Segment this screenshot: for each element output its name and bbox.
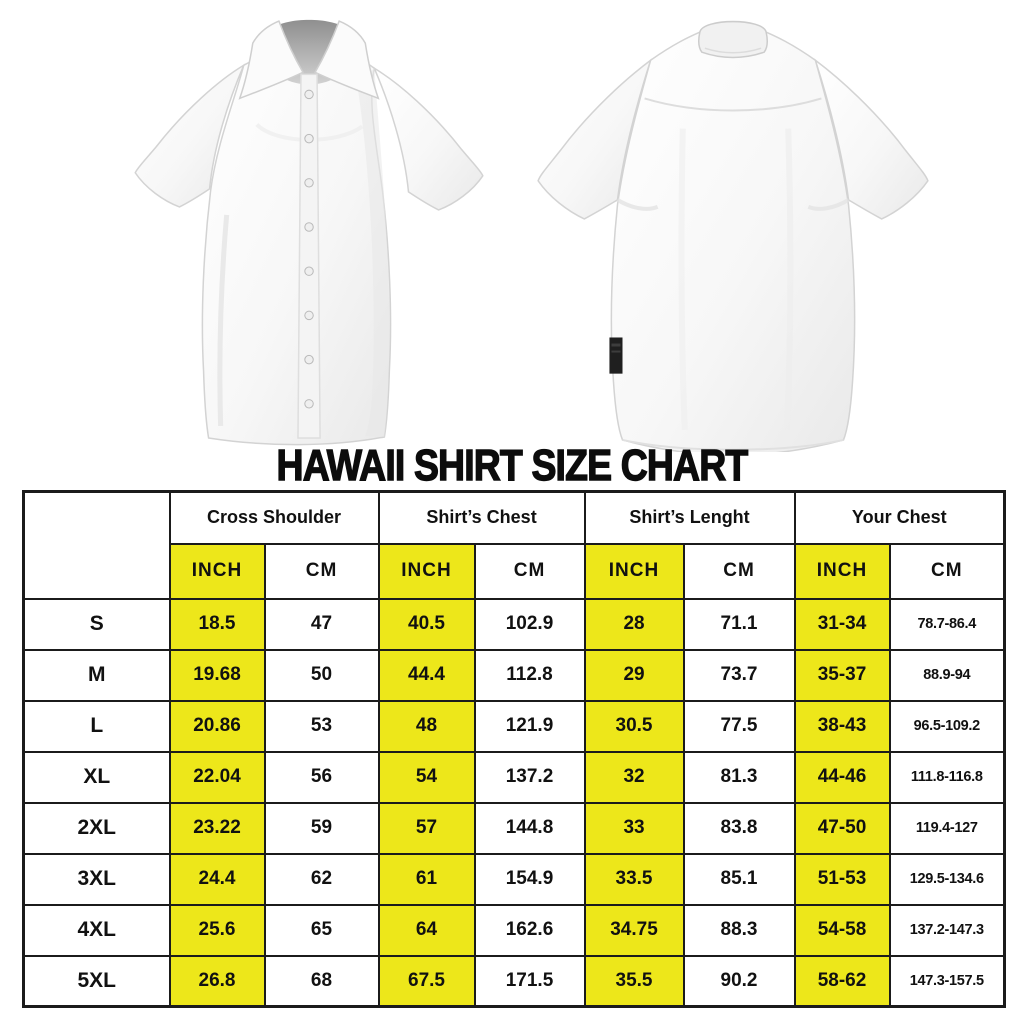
inch-value-cell: 33.5: [585, 854, 684, 905]
corner-cell: [24, 492, 170, 599]
shirt-back-image: [532, 8, 934, 452]
inch-value-cell: 25.6: [170, 905, 265, 956]
inch-value-cell: 35.5: [585, 956, 684, 1007]
cm-value-cell: 62: [265, 854, 379, 905]
size-label: 5XL: [24, 956, 170, 1007]
table-row: [24, 701, 1005, 752]
inch-value-cell: 57: [379, 803, 475, 854]
cm-header: CM: [890, 544, 1005, 599]
cm-value-cell: 162.6: [475, 905, 585, 956]
inch-value-cell: 44.4: [379, 650, 475, 701]
table-row: [24, 803, 1005, 854]
cm-value-cell: 147.3-157.5: [890, 956, 1005, 1007]
inch-value-cell: 30.5: [585, 701, 684, 752]
cm-value-cell: 83.8: [684, 803, 795, 854]
cm-header: CM: [684, 544, 795, 599]
cm-value-cell: 171.5: [475, 956, 585, 1007]
cm-value-cell: 111.8-116.8: [890, 752, 1005, 803]
cm-value-cell: 119.4-127: [890, 803, 1005, 854]
inch-header: INCH: [170, 544, 265, 599]
size-label: 4XL: [24, 905, 170, 956]
size-label: M: [24, 650, 170, 701]
inch-value-cell: 18.5: [170, 599, 265, 650]
cm-value-cell: 65: [265, 905, 379, 956]
inch-value-cell: 38-43: [795, 701, 890, 752]
cm-value-cell: 71.1: [684, 599, 795, 650]
table-row: [24, 905, 1005, 956]
cm-value-cell: 96.5-109.2: [890, 701, 1005, 752]
cm-value-cell: 77.5: [684, 701, 795, 752]
cm-value-cell: 85.1: [684, 854, 795, 905]
cm-value-cell: 129.5-134.6: [890, 854, 1005, 905]
cm-value-cell: 88.9-94: [890, 650, 1005, 701]
inch-value-cell: 51-53: [795, 854, 890, 905]
cm-value-cell: 88.3: [684, 905, 795, 956]
cm-value-cell: 102.9: [475, 599, 585, 650]
size-label: XL: [24, 752, 170, 803]
size-label: S: [24, 599, 170, 650]
inch-value-cell: 58-62: [795, 956, 890, 1007]
col-group-your-chest: Your Chest: [795, 492, 1005, 544]
col-group-cross-shoulder: Cross Shoulder: [170, 492, 379, 544]
inch-header: INCH: [585, 544, 684, 599]
cm-value-cell: 53: [265, 701, 379, 752]
cm-value-cell: 59: [265, 803, 379, 854]
cm-value-cell: 137.2: [475, 752, 585, 803]
inch-value-cell: 22.04: [170, 752, 265, 803]
size-label: 2XL: [24, 803, 170, 854]
inch-value-cell: 44-46: [795, 752, 890, 803]
cm-value-cell: 144.8: [475, 803, 585, 854]
table-row: [24, 956, 1005, 1007]
cm-value-cell: 154.9: [475, 854, 585, 905]
inch-value-cell: 29: [585, 650, 684, 701]
table-row: [24, 599, 1005, 650]
table-row: [24, 752, 1005, 803]
inch-value-cell: 34.75: [585, 905, 684, 956]
cm-value-cell: 78.7-86.4: [890, 599, 1005, 650]
inch-value-cell: 67.5: [379, 956, 475, 1007]
inch-value-cell: 35-37: [795, 650, 890, 701]
size-label: 3XL: [24, 854, 170, 905]
table-header-groups: [24, 492, 1005, 544]
size-label: L: [24, 701, 170, 752]
inch-value-cell: 54-58: [795, 905, 890, 956]
cm-value-cell: 90.2: [684, 956, 795, 1007]
side-tag: [609, 337, 622, 373]
inch-value-cell: 48: [379, 701, 475, 752]
inch-value-cell: 54: [379, 752, 475, 803]
page-title: [0, 443, 1024, 489]
inch-value-cell: 28: [585, 599, 684, 650]
cm-value-cell: 56: [265, 752, 379, 803]
inch-value-cell: 20.86: [170, 701, 265, 752]
cm-value-cell: 73.7: [684, 650, 795, 701]
cm-value-cell: 47: [265, 599, 379, 650]
cm-value-cell: 121.9: [475, 701, 585, 752]
page-title-text: HAWAII SHIRT SIZE CHART: [276, 441, 748, 490]
cm-header: CM: [265, 544, 379, 599]
inch-value-cell: 33: [585, 803, 684, 854]
inch-value-cell: 24.4: [170, 854, 265, 905]
inch-value-cell: 40.5: [379, 599, 475, 650]
cm-value-cell: 112.8: [475, 650, 585, 701]
shirt-front-image: [106, 4, 498, 448]
cm-value-cell: 68: [265, 956, 379, 1007]
table-row: [24, 854, 1005, 905]
col-group-shirts-chest: Shirt’s Chest: [379, 492, 585, 544]
inch-value-cell: 61: [379, 854, 475, 905]
table-header-units: [24, 544, 1005, 599]
cm-header: CM: [475, 544, 585, 599]
cm-value-cell: 50: [265, 650, 379, 701]
inch-header: INCH: [379, 544, 475, 599]
inch-value-cell: 32: [585, 752, 684, 803]
inch-value-cell: 47-50: [795, 803, 890, 854]
size-chart-table: [22, 490, 1006, 1008]
inch-value-cell: 31-34: [795, 599, 890, 650]
inch-value-cell: 26.8: [170, 956, 265, 1007]
cm-value-cell: 137.2-147.3: [890, 905, 1005, 956]
inch-value-cell: 19.68: [170, 650, 265, 701]
inch-header: INCH: [795, 544, 890, 599]
inch-value-cell: 23.22: [170, 803, 265, 854]
table-row: [24, 650, 1005, 701]
size-table-body: [24, 599, 1005, 1007]
cm-value-cell: 81.3: [684, 752, 795, 803]
col-group-shirts-length: Shirt’s Lenght: [585, 492, 795, 544]
inch-value-cell: 64: [379, 905, 475, 956]
